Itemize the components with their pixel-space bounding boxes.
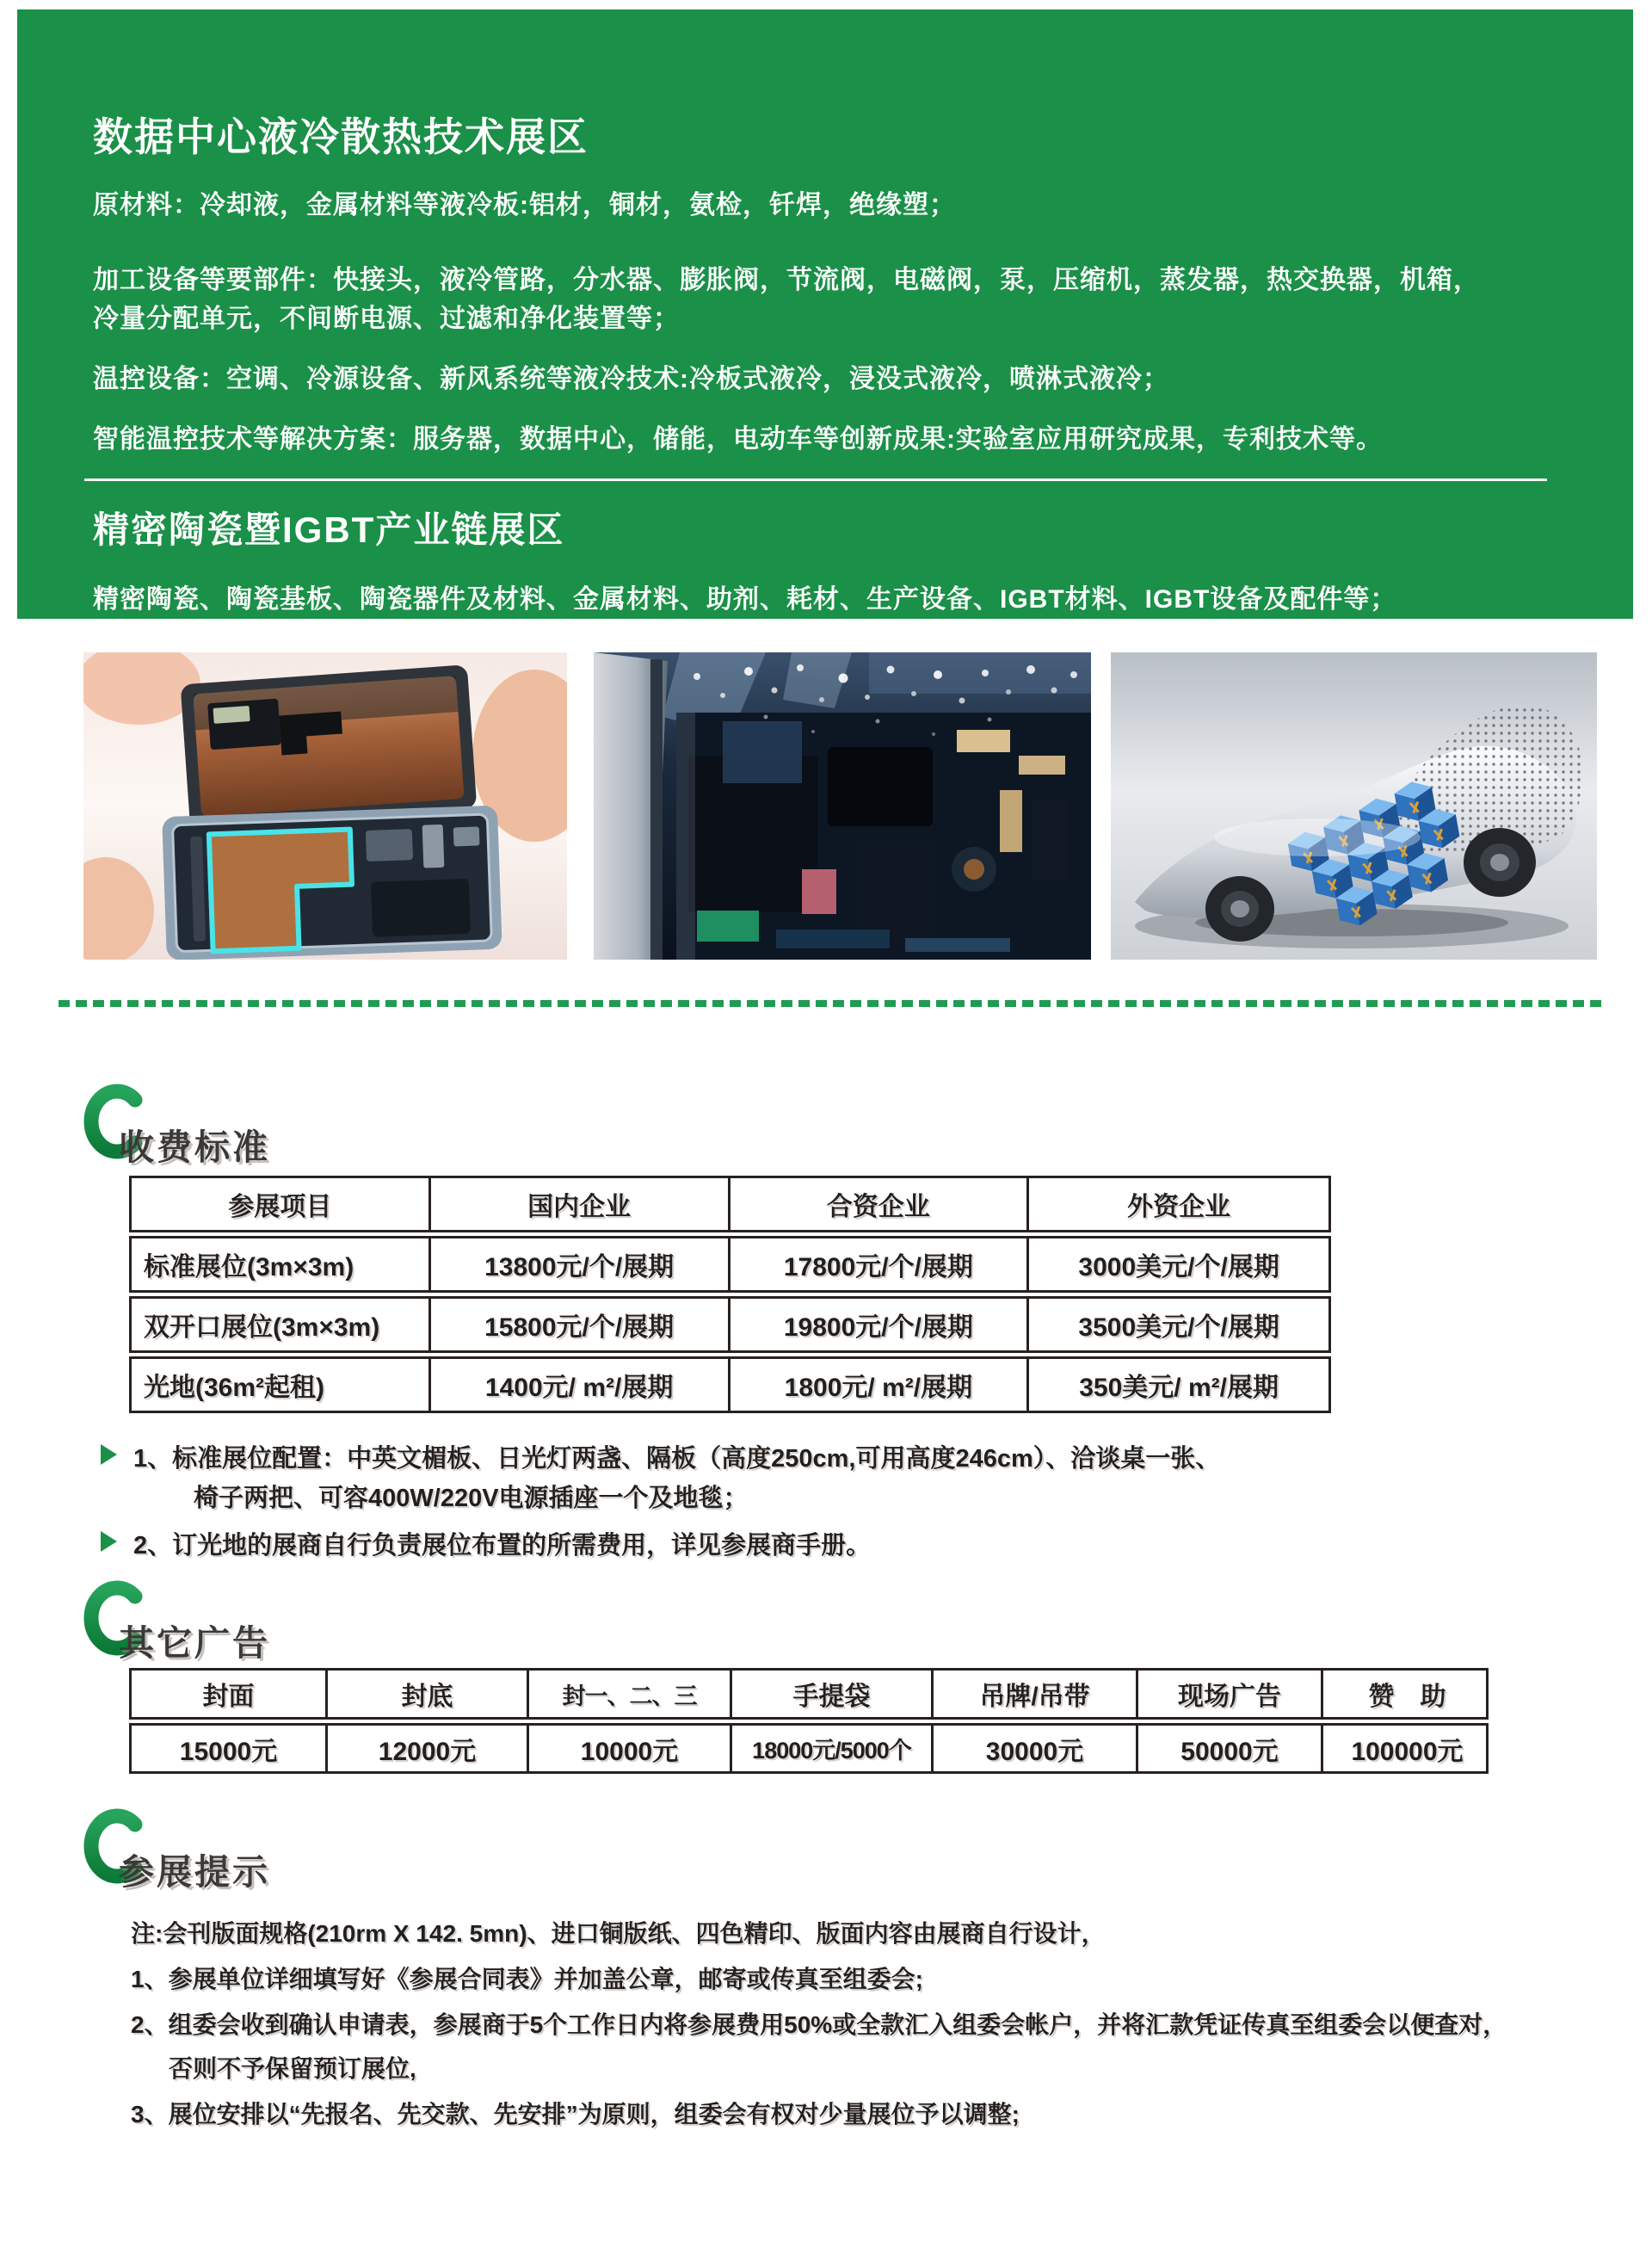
ads-table-header-row <box>129 1668 1489 1720</box>
tips-heading: 参展提示 <box>119 1852 270 1892</box>
ads-value: 18000元/5000个 <box>732 1726 934 1771</box>
tip-line-format: 注:会刊版面规格(210rm X 142. 5mn)、进口铜版纸、四色精印、版面内容由展商自行设计， <box>131 1920 1106 1947</box>
phone-teardown-image <box>83 652 567 960</box>
immersion-cooling-image <box>594 652 1091 960</box>
fee-note-1-line-1: 1、标准展位配置：中英文楣板、日光灯两盏、隔板（高度250cm,可用高度246cm）、洽谈桌一张、 <box>133 1445 1221 1473</box>
fee-cell: 13800元/个/展期 <box>431 1238 730 1290</box>
ads-value: 50000元 <box>1138 1726 1323 1771</box>
photo-ev-battery-car <box>1111 652 1597 960</box>
zone1-line-equipment-2: 冷量分配单元，不间断电源、过滤和净化装置等； <box>93 305 680 333</box>
fee-header-foreign: 外资企业 <box>1127 1193 1231 1221</box>
fee-header-joint: 合资企业 <box>730 1178 1030 1230</box>
tip-line-2: 2、组委会收到确认申请表，参展商于5个工作日内将参展费用50%或全款汇入组委会帐户，并将汇款凭证传真至组委会以便查对， <box>131 2011 1507 2038</box>
ads-value: 15000元 <box>132 1726 328 1771</box>
ads-value: 30000元 <box>934 1726 1138 1771</box>
ads-value: 100000元 <box>1351 1737 1464 1766</box>
ads-header-inside-pages: 封一、二、三 <box>529 1671 732 1717</box>
fee-table-row-standard <box>129 1236 1331 1293</box>
fee-cell: 1400元/ m²/展期 <box>431 1359 730 1411</box>
fee-cell: 3500美元/个/展期 <box>1078 1313 1279 1342</box>
note-bullet-icon <box>101 1531 117 1552</box>
ads-header-backcover: 封底 <box>328 1671 529 1717</box>
tip-line-1: 1、参展单位详细填写好《参展合同表》并加盖公章，邮寄或传真至组委会; <box>131 1966 923 1992</box>
fee-cell: 15800元/个/展期 <box>431 1299 730 1350</box>
tip-line-3: 3、展位安排以“先报名、先交款、先安排”为原则，组委会有权对少量展位予以调整; <box>131 2101 1020 2128</box>
ev-concept-car-image <box>1111 652 1597 960</box>
fee-cell: 350美元/ m²/展期 <box>1079 1374 1279 1402</box>
ads-header-lanyard: 吊牌/吊带 <box>934 1671 1138 1717</box>
fee-table <box>129 1176 1331 1413</box>
hero-divider-rule <box>84 479 1547 481</box>
photo-phone-vapor-chamber <box>83 652 567 960</box>
zone1-line-materials: 原材料：冷却液，金属材料等液冷板:铝材，铜材，氨检，钎焊，绝缘塑； <box>93 191 956 219</box>
dashed-divider <box>59 1000 1603 1007</box>
fee-header-item: 参展项目 <box>132 1178 431 1230</box>
fee-cell: 17800元/个/展期 <box>730 1238 1030 1290</box>
zone1-line-temperature: 温控设备：空调、冷源设备、新风系统等液冷技术:冷板式液冷，浸没式液冷，喷淋式液冷； <box>93 365 1169 393</box>
zone1-title: 数据中心液冷散热技术展区 <box>93 114 589 159</box>
fees-heading: 收费标准 <box>119 1127 270 1167</box>
fee-cell: 19800元/个/展期 <box>730 1299 1030 1350</box>
ads-header-bag: 手提袋 <box>732 1671 934 1717</box>
zone1-line-equipment-1: 加工设备等要部件：快接头，液冷管路，分水器、膨胀阀，节流阀，电磁阀，泵，压缩机，蒸发器，热交换器，机箱， <box>93 266 1480 294</box>
ads-header-cover: 封面 <box>132 1671 328 1717</box>
tip-line-2-continued: 否则不予保留预订展位, <box>169 2055 416 2082</box>
zone1-line-solutions: 智能温控技术等解决方案：服务器，数据中心，储能，电动车等创新成果:实验室应用研究成果，专利技术等。 <box>93 425 1383 454</box>
zone2-title: 精密陶瓷暨IGBT产业链展区 <box>93 510 565 550</box>
fee-table-row-double <box>129 1296 1331 1353</box>
fee-table-row-rawspace <box>129 1356 1331 1413</box>
ads-value: 12000元 <box>328 1726 529 1771</box>
ads-header-onsite: 现场广告 <box>1138 1671 1323 1717</box>
fee-cell: 双开口展位(3m×3m) <box>132 1299 431 1350</box>
zone2-line-scope: 精密陶瓷、陶瓷基板、陶瓷器件及材料、金属材料、助剂、耗材、生产设备、IGBT材料、IGBT设备及配件等； <box>93 585 1397 614</box>
fee-cell: 3000美元/个/展期 <box>1078 1253 1279 1282</box>
fee-note-2: 2、订光地的展商自行负责展位布置的所需费用，详见参展商手册。 <box>133 1532 872 1560</box>
fee-table-header-row <box>129 1176 1331 1232</box>
ads-heading: 其它广告 <box>119 1623 270 1663</box>
ads-value: 10000元 <box>529 1726 732 1771</box>
fee-cell: 标准展位(3m×3m) <box>132 1238 431 1290</box>
ads-table <box>129 1668 1489 1774</box>
photo-immersion-cooling <box>594 652 1091 960</box>
fee-cell: 1800元/ m²/展期 <box>730 1359 1030 1411</box>
note-bullet-icon <box>101 1444 117 1465</box>
fee-note-1-line-2: 椅子两把、可容400W/220V电源插座一个及地毯； <box>194 1485 749 1512</box>
ads-table-value-row <box>129 1723 1489 1774</box>
fee-cell: 光地(36m²起租) <box>132 1359 431 1411</box>
fee-header-domestic: 国内企业 <box>431 1178 730 1230</box>
ads-header-sponsor: 赞 助 <box>1368 1683 1446 1711</box>
